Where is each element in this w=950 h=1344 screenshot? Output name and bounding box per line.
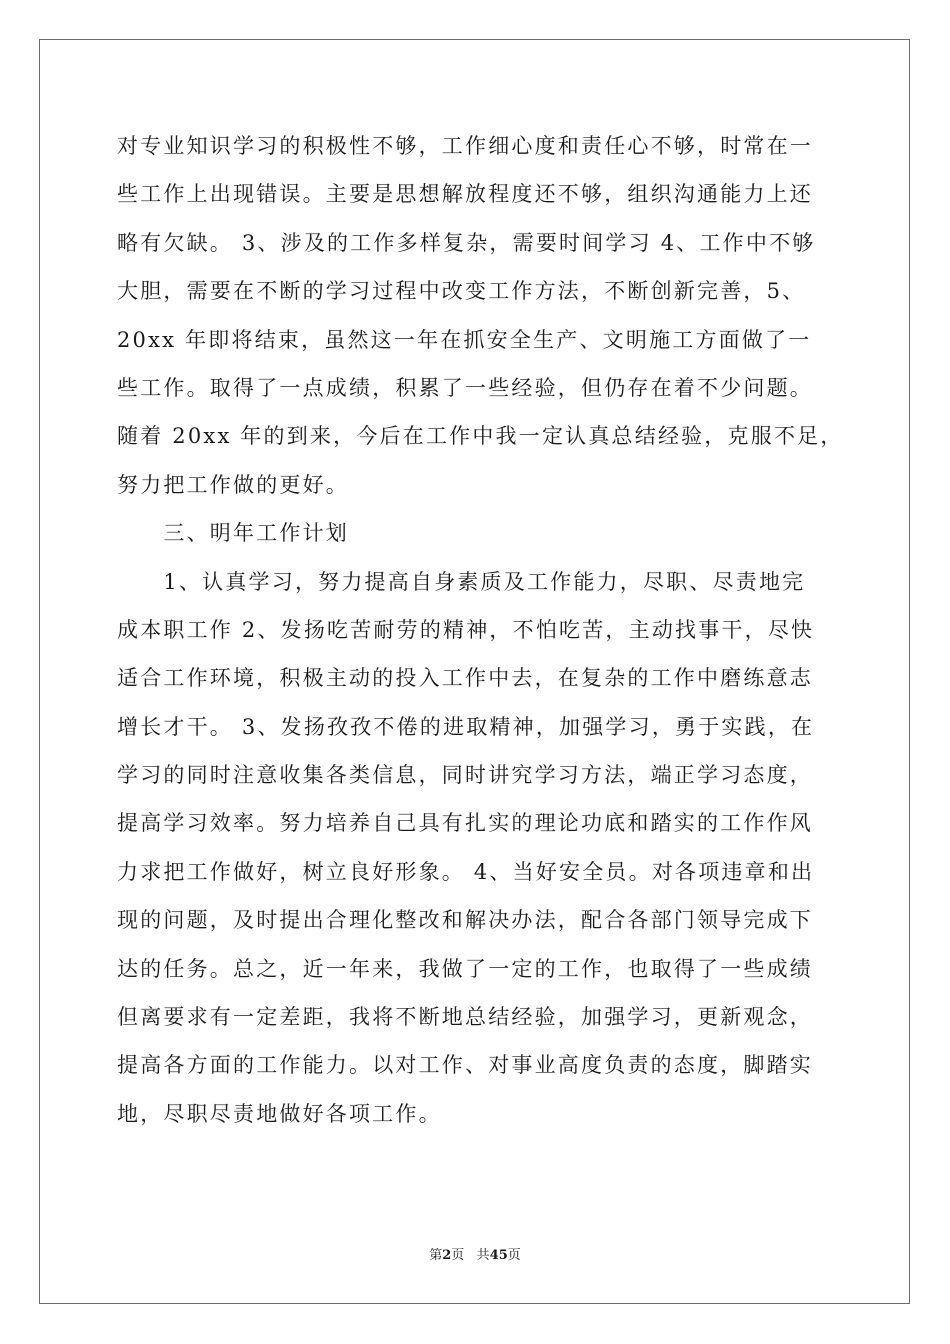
text-line: 大胆，需要在不断的学习过程中改变工作方法，不断创新完善，5、: [117, 279, 806, 304]
page-suffix: 页: [451, 1248, 465, 1263]
text-line: 力求把工作做好，树立良好形象。 4、当好安全员。对各项违章和出: [117, 859, 815, 884]
document-body: [117, 122, 844, 1138]
text-line: 些工作。取得了一点成绩，积累了一些经验，但仍存在着不少问题。: [117, 375, 813, 400]
page-number: 2: [442, 1248, 452, 1263]
page-footer: [0, 1246, 950, 1266]
text-line: 成本职工作 2、发扬吃苦耐劳的精神，不怕吃苦，主动找事干，尽快: [117, 617, 815, 642]
text-line: 略有欠缺。 3、涉及的工作多样复杂，需要时间学习 4、工作中不够: [117, 230, 816, 255]
text-line: 努力把工作做的更好。: [117, 472, 349, 497]
page-prefix: 第: [429, 1248, 443, 1263]
total-pages: 45: [489, 1248, 508, 1263]
text-line: 20xx 年即将结束，虽然这一年在抓安全生产、文明施工方面做了一: [117, 327, 812, 352]
text-line: 对专业知识学习的积极性不够，工作细心度和责任心不够，时常在一: [117, 134, 813, 158]
text-line: 学习的同时注意收集各类信息，同时讲究学习方法，端正学习态度，: [117, 763, 813, 788]
total-suffix: 页: [507, 1248, 521, 1263]
section-heading: 三、明年工作计划: [117, 521, 349, 546]
text-line: 现的问题，及时提出合理化整改和解决办法，配合各部门领导完成下: [117, 908, 813, 933]
text-line: 达的任务。总之，近一年来，我做了一定的工作，也取得了一些成绩: [117, 956, 813, 981]
text-line: 随着 20xx 年的到来，今后在工作中我一定认真总结经验，克服不足，: [117, 424, 844, 449]
text-line: 1、认真学习，努力提高自身素质及工作能力，尽职、尽责地完: [117, 569, 806, 594]
text-line: 适合工作环境，积极主动的投入工作中去，在复杂的工作中磨练意志: [117, 666, 813, 691]
text-line: 地，尽职尽责地做好各项工作。: [117, 1101, 442, 1126]
text-line: 提高学习效率。努力培养自己具有扎实的理论功底和踏实的工作作风: [117, 811, 813, 836]
text-line: 但离要求有一定差距，我将不断地总结经验，加强学习，更新观念，: [117, 1005, 813, 1030]
total-prefix: 共: [476, 1248, 490, 1263]
text-line: 增长才干。 3、发扬孜孜不倦的进取精神，加强学习，勇于实践，在: [117, 714, 815, 739]
text-line: 提高各方面的工作能力。以对工作、对事业高度负责的态度，脚踏实: [117, 1053, 813, 1078]
text-line: 些工作上出现错误。主要是思想解放程度还不够，组织沟通能力上还: [117, 182, 813, 207]
